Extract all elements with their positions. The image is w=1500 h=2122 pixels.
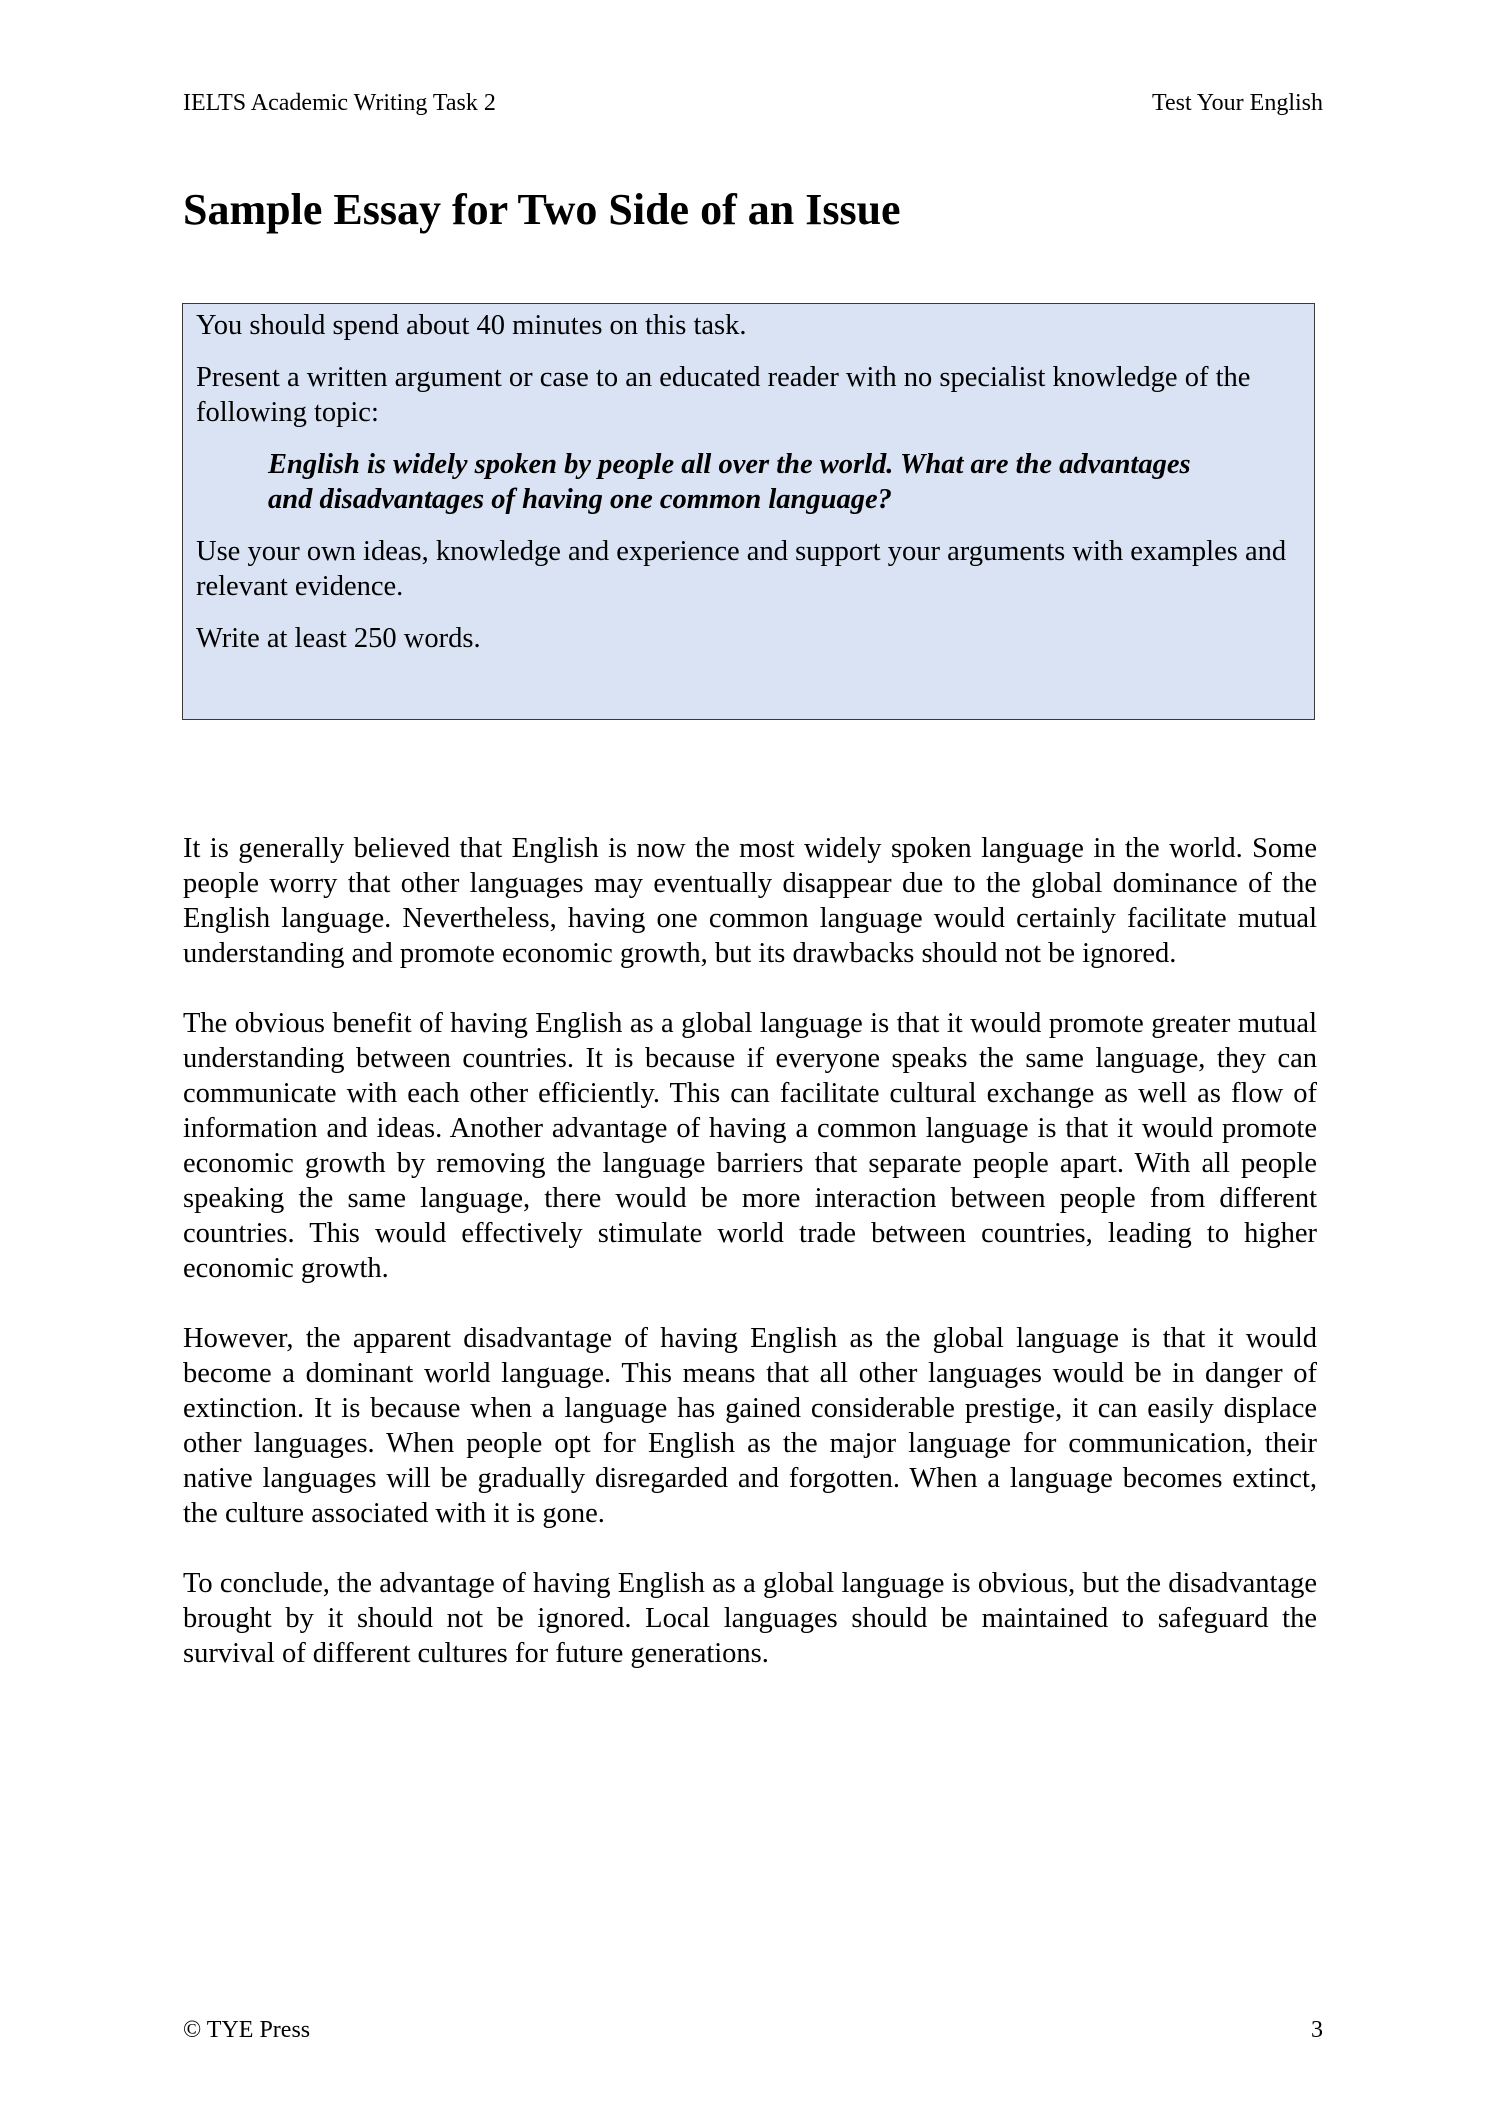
task-support-instruction: Use your own ideas, knowledge and experience and support your arguments with examples and relevant evidence. [196, 536, 1287, 602]
essay-paragraph-conclusion: To conclude, the advantage of having English as a global language is obvious, but the disadvantage brought by it should not be ignored. Local languages should be maintained to safeguard the survival of different cultures for future generations. [183, 1568, 1317, 1669]
task-topic: English is widely spoken by people all over the world. What are the advantages and disadvantages of having one common language? [268, 449, 1191, 515]
header-left-text: IELTS Academic Writing Task 2 [183, 90, 496, 116]
header-right-text: Test Your English [1151, 90, 1323, 116]
footer-copyright: © TYE Press [183, 2017, 311, 2043]
page-header [183, 88, 1323, 118]
essay-paragraph-introduction: It is generally believed that English is now the most widely spoken language in the world. Some people worry that other languages may eventually disappear due to the global dominance of the English language. Nevertheless, having one common language would certainly facilitate mutual understanding and promote economic growth, but its drawbacks should not be ignored. [183, 833, 1317, 969]
page-footer [183, 2015, 1323, 2045]
task-prompt-box [182, 303, 1315, 720]
essay-paragraph-disadvantages: However, the apparent disadvantage of having English as the global language is that it would become a dominant world language. This means that all other languages would be in danger of extinction. It is because when a language has gained considerable prestige, it can easily displace other languages. When people opt for English as the major language for communication, their native languages will be gradually disregarded and forgotten. When a language becomes extinct, the culture associated with it is gone. [183, 1323, 1317, 1529]
page-number: 3 [1311, 2017, 1323, 2043]
page-title: Sample Essay for Two Side of an Issue [183, 185, 901, 234]
essay-body [183, 831, 1317, 1706]
task-present-instruction: Present a written argument or case to an educated reader with no specialist knowledge of the following topic: [196, 362, 1251, 428]
essay-paragraph-advantages: The obvious benefit of having English as a global language is that it would promote greater mutual understanding between countries. It is because if everyone speaks the same language, they can communicate with each other efficiently. This can facilitate cultural exchange as well as flow of information and ideas. Another advantage of having a common language is that it would promote economic growth by removing the language barriers that separate people apart. With all people speaking the same language, there would be more interaction between people from different countries. This would effectively stimulate world trade between countries, leading to higher economic growth. [183, 1008, 1317, 1284]
task-word-count-instruction: Write at least 250 words. [196, 623, 481, 654]
task-time-instruction: You should spend about 40 minutes on this task. [196, 310, 747, 341]
